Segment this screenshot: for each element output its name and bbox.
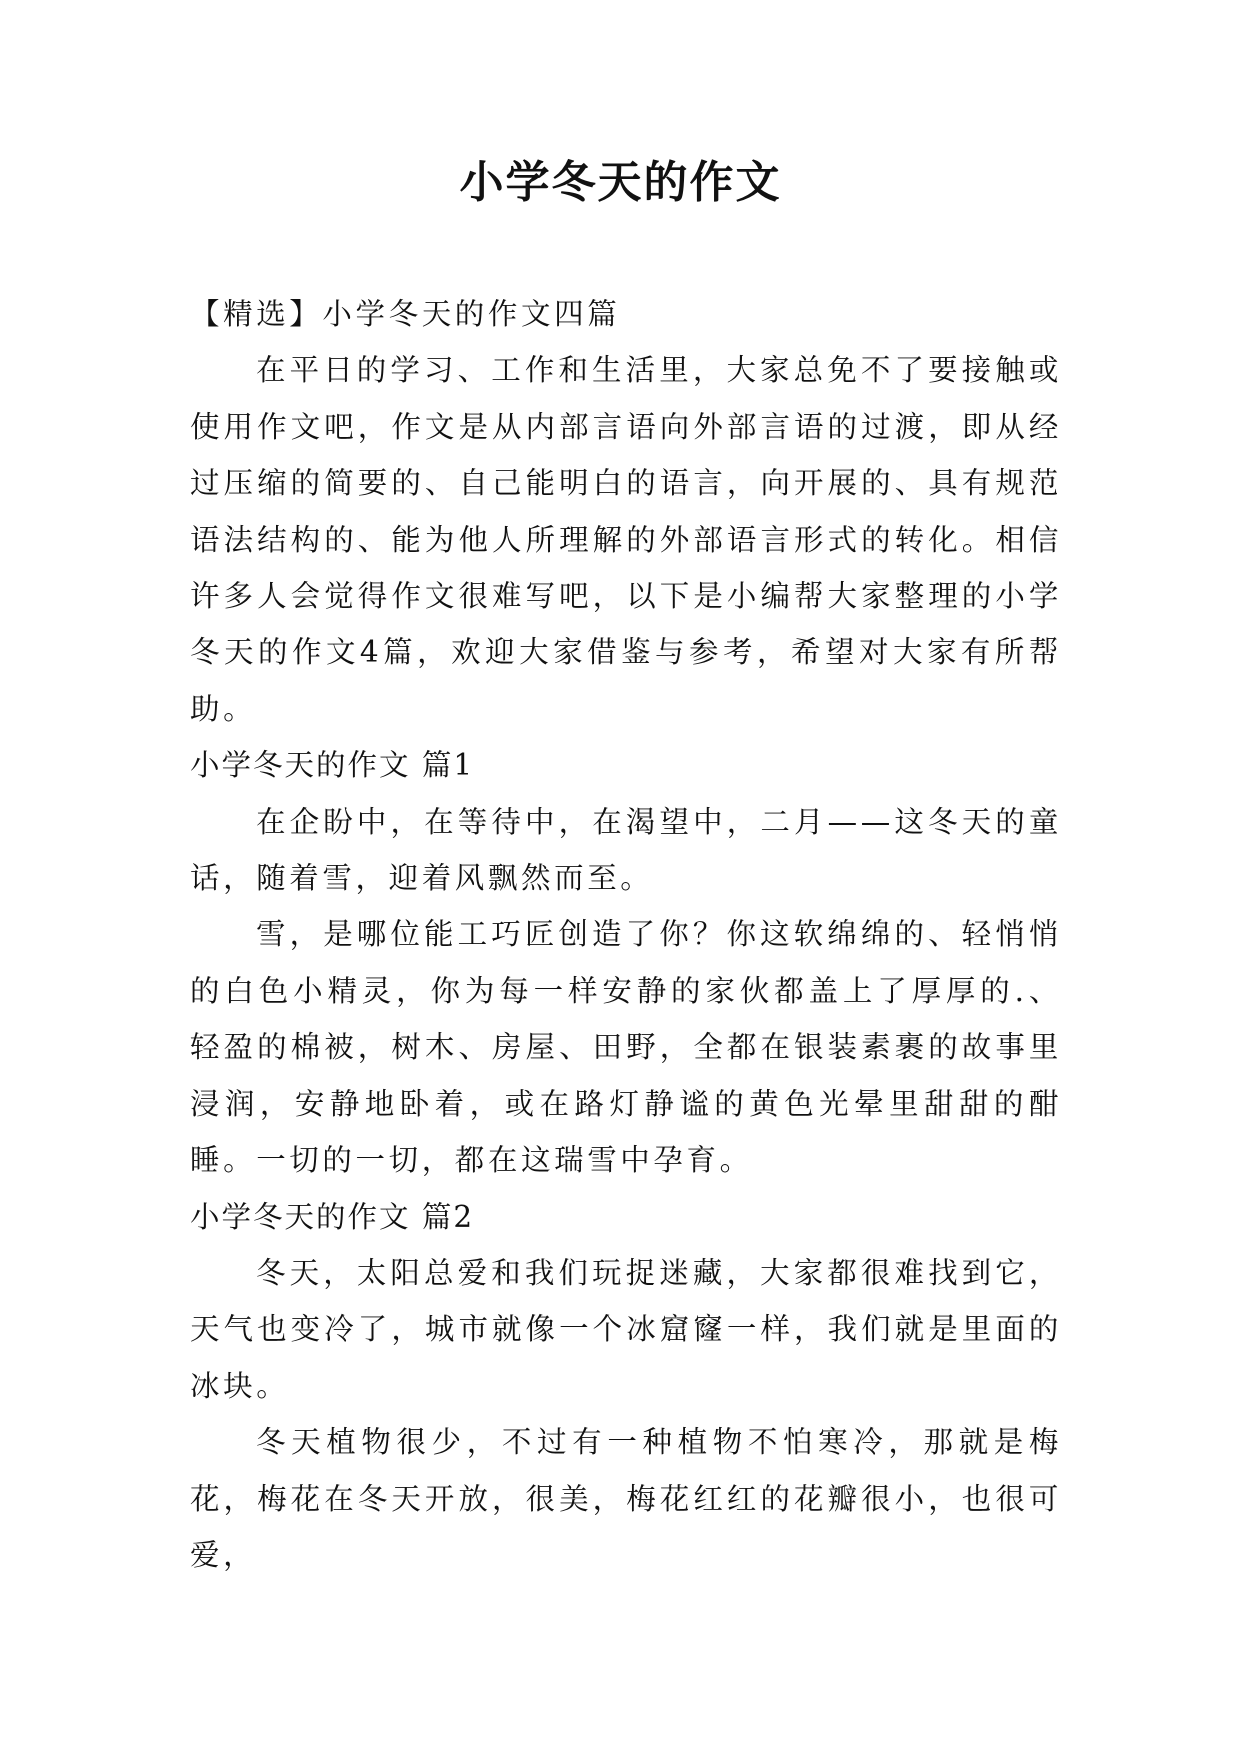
- section-1-paragraph-2: 雪，是哪位能工巧匠创造了你？你这软绵绵的、轻悄悄的白色小精灵，你为每一样安静的家伙都盖上了厚厚的.、轻盈的棉被，树木、房屋、田野，全都在银装素裹的故事里浸润，安静地卧着，或在路灯静谧的黄色光晕里甜甜的酣睡。一切的一切，都在这瑞雪中孕育。: [190, 917, 1062, 1178]
- document-body: [190, 286, 1062, 1583]
- document-subtitle: 【精选】小学冬天的作文四篇: [190, 297, 621, 331]
- intro-paragraph: 在平日的学习、工作和生活里，大家总免不了要接触或使用作文吧，作文是从内部言语向外部言语的过渡，即从经过压缩的简要的、自己能明白的语言，向开展的、具有规范语法结构的、能为他人所理解的外部语言形式的转化。相信许多人会觉得作文很难写吧，以下是小编帮大家整理的小学冬天的作文4篇，欢迎大家借鉴与参考，希望对大家有所帮助。: [190, 353, 1062, 726]
- section-heading-1: 小学冬天的作文 篇1: [190, 748, 475, 783]
- section-2-paragraph-1: 冬天，太阳总爱和我们玩捉迷藏，大家都很难找到它，天气也变冷了，城市就像一个冰窟窿一样，我们就是里面的冰块。: [190, 1255, 1062, 1403]
- section-heading-2: 小学冬天的作文 篇2: [190, 1199, 475, 1234]
- document-title: 小学冬天的作文: [459, 157, 782, 208]
- section-2-paragraph-2: 冬天植物很少，不过有一种植物不怕寒冷，那就是梅花，梅花在冬天开放，很美，梅花红红的花瓣很小，也很可爱，: [190, 1425, 1062, 1572]
- section-1-paragraph-1: 在企盼中，在等待中，在渴望中，二月——这冬天的童话，随着雪，迎着风飘然而至。: [190, 804, 1062, 896]
